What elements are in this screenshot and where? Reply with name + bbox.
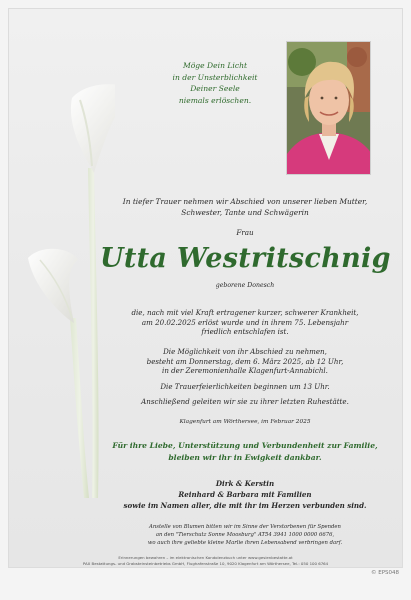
intro-line: In tiefer Trauer nehmen wir Abschied von unserer lieben Mutter, — [122, 197, 368, 206]
farewell-line: Die Möglichkeit von ihr Abschied zu nehmen, — [163, 347, 327, 356]
burial-line: Anschließend geleiten wir sie zu ihrer letzten Ruhestätte. — [141, 397, 349, 406]
farewell-line: besteht am Donnerstag, dem 6. März 2025, ab 12 Uhr, — [146, 356, 344, 366]
death-line: am 20.02.2025 erlöst wurde und in ihrem 75. Lebensjahr — [141, 317, 349, 327]
family-line: Reinhard & Barbara mit Familien — [178, 490, 312, 499]
death-line: die, nach mit viel Kraft ertragener kurzer, schwerer Krankheit, — [131, 308, 359, 317]
thanks-text — [110, 440, 380, 463]
calla-lily-image — [20, 78, 115, 508]
family-line: sowie im Namen aller, die mit ihr im Herzen verbunden sind. — [123, 501, 367, 510]
death-line: friedlich entschlafen ist. — [201, 327, 289, 337]
donation-line: wo auch ihre geliebte kleine Marlie ihren Lebensabend verbringen darf. — [147, 539, 343, 546]
donation-note — [110, 524, 380, 547]
quote-line: Deiner Seele — [190, 84, 240, 93]
donation-line: an den "Tierschutz Sonne Moosburg" AT54 3941 1000 0000 6676, — [155, 531, 335, 538]
portrait-photo — [286, 41, 371, 175]
footer — [10, 555, 401, 567]
salutation: Frau — [236, 228, 254, 237]
thanks-line: Für ihre Liebe, Unterstützung und Verbundenheit zur Familie, — [112, 441, 378, 450]
quote-line: Möge Dein Licht — [182, 61, 248, 70]
donation-line: Anstelle von Blumen bitten wir im Sinne der Verstorbenen für Spenden — [149, 524, 341, 530]
ceremony-time — [110, 382, 380, 392]
intro-text — [110, 197, 380, 218]
footer-line: PAX Bestattungs- und Grabsteinsteinbetriebs GmbH, Flughafenstraße 10, 9020 Klagenfurt am Wörthersee, Tel.: 050 100 6764 — [82, 561, 329, 566]
death-notice — [110, 308, 380, 337]
ceremony-line: Die Trauerfeierlichkeiten beginnen um 13 Uhr. — [160, 382, 330, 391]
footer-line: Erinnerungen bewahren – im elektronischen Kondolenzbuch unter www.gesienbestatte.at — [118, 555, 293, 560]
family-signatures — [110, 478, 380, 511]
watermark: © EPS048 — [370, 570, 399, 576]
birth-name: geborene Donesch — [215, 282, 275, 289]
deceased-name: Utta Westritschnig — [100, 243, 391, 274]
thanks-line: bleiben wir ihr in Ewigkeit dankbar. — [168, 452, 322, 462]
quote-line: niemals erlöschen. — [178, 95, 252, 105]
quote-line: in der Unsterblichkeit — [172, 72, 258, 82]
place-date: Klagenfurt am Wörthersee, im Februar 2025 — [179, 419, 311, 425]
burial-text — [110, 397, 380, 407]
intro-line: Schwester, Tante und Schwägerin — [181, 207, 309, 217]
farewell-info — [110, 347, 380, 376]
family-line: Dirk & Kerstin — [215, 479, 275, 488]
farewell-line: in der Zeremonienhalle Klagenfurt-Annabichl. — [162, 366, 328, 376]
memorial-quote — [155, 60, 275, 106]
